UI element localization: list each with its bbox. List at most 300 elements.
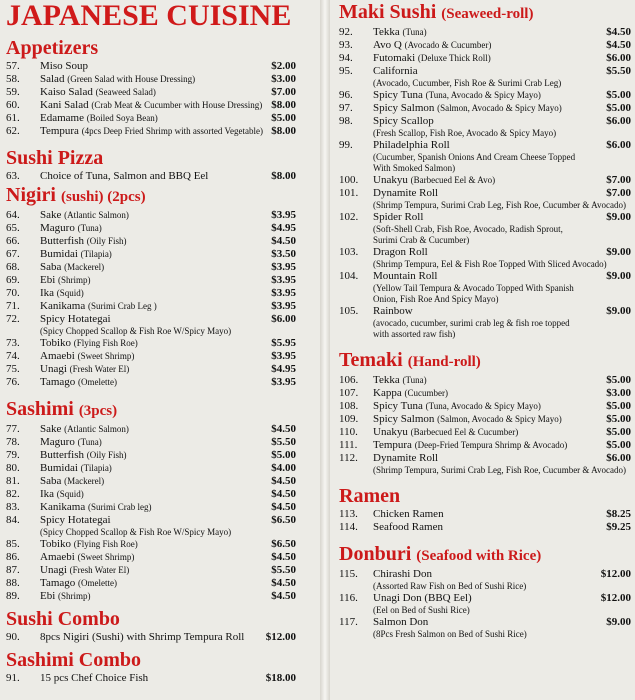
item-name: Salmon Don [373, 616, 429, 628]
item-price: $4.50 [271, 551, 296, 563]
item-main-line [373, 616, 591, 629]
item-number: 90. [6, 631, 20, 643]
item-name: Edamame [40, 112, 84, 124]
item-number: 58. [6, 73, 20, 85]
item-price: $9.00 [606, 211, 631, 223]
item-description: (Tuna) [77, 223, 102, 233]
item-main-line [40, 436, 258, 449]
item-description: (Surimi Crab Leg ) [87, 301, 157, 311]
item-main-line [373, 592, 591, 605]
item-description-line: (avocado, cucumber, surimi crab leg & fish roe topped [373, 318, 570, 328]
section-subtitle: (sushi) (2pcs) [61, 189, 146, 205]
item-price: $9.00 [606, 246, 631, 258]
item-price: $8.00 [271, 99, 296, 111]
item-name: Maguro [40, 222, 75, 234]
item-body [40, 313, 258, 337]
item-description: (Oily Fish) [86, 450, 127, 460]
item-main-line [40, 125, 263, 138]
item-main-line [373, 52, 591, 65]
item-number: 89. [6, 590, 20, 602]
item-number: 64. [6, 209, 20, 221]
item-name: 8pcs Nigiri (Sushi) with Shrimp Tempura Roll [40, 631, 245, 643]
item-main-line [373, 305, 591, 318]
item-body [373, 270, 591, 305]
item-description: (Deluxe Thick Roll) [417, 53, 491, 63]
item-name: Amaebi [40, 350, 75, 362]
item-description: (Fresh Water El) [69, 565, 130, 575]
item-description: (Omelette) [78, 377, 118, 387]
menu-item [339, 211, 631, 246]
item-description: (Shrimp) [58, 591, 91, 601]
item-main-line [373, 439, 591, 452]
item-price: $5.95 [271, 337, 296, 349]
menu-item [6, 222, 320, 235]
item-body [373, 39, 591, 52]
item-description: (Cucumber) [404, 388, 448, 398]
item-number: 73. [6, 337, 20, 349]
item-description: (Avocado & Cucumber) [404, 40, 492, 50]
menu-item [339, 568, 631, 592]
item-description-line: (Soft-Shell Crab, Fish Roe, Avocado, Radish Sprout, [373, 224, 563, 234]
item-name: Kappa [373, 387, 402, 399]
menu-item [6, 60, 320, 73]
item-number: 103. [339, 246, 359, 258]
item-description: (Fresh Water El) [69, 364, 130, 374]
menu-item [339, 521, 631, 534]
item-price: $3.95 [271, 261, 296, 273]
item-body [40, 538, 258, 551]
item-body [373, 115, 591, 139]
menu-item [6, 337, 320, 350]
menu-item [339, 439, 631, 452]
item-description-line: with assorted raw fish) [373, 329, 456, 339]
item-name: Maguro [40, 436, 75, 448]
item-body [40, 514, 258, 538]
item-description-line: With Smoked Salmon) [373, 163, 456, 173]
item-name: Unagi [40, 363, 67, 375]
item-name: Seafood Ramen [373, 521, 443, 533]
menu-item [6, 112, 320, 125]
menu-item [339, 115, 631, 139]
menu-item [6, 449, 320, 462]
item-price: $4.50 [606, 39, 631, 51]
page-title: JAPANESE CUISINE [6, 0, 292, 32]
item-description: (Tuna, Avocado & Spicy Mayo) [425, 401, 541, 411]
item-body [40, 222, 258, 235]
item-body [40, 488, 258, 501]
item-description: (Boiled Soya Bean) [86, 113, 158, 123]
item-main-line [40, 274, 258, 287]
menu-item [6, 590, 320, 603]
item-description-line: (Shrimp Tempura, Eel & Fish Roe Topped With Sliced Avocado) [373, 259, 607, 269]
item-body [40, 501, 258, 514]
section-subtitle: (Hand-roll) [407, 354, 481, 370]
item-description: (Green Salad with House Dressing) [67, 74, 196, 84]
menu-item [339, 65, 631, 89]
item-main-line [40, 449, 258, 462]
section-title [6, 183, 320, 209]
item-price: $12.00 [600, 592, 631, 604]
section-title [6, 607, 320, 631]
menu-item [339, 26, 631, 39]
item-description: (Flying Fish Roe) [73, 338, 138, 348]
menu-item [6, 376, 320, 389]
section-title [6, 36, 320, 60]
item-body [40, 631, 258, 644]
item-name: Chicken Ramen [373, 508, 444, 520]
item-price: $6.00 [271, 313, 296, 325]
section-title-text: Sashimi [6, 398, 74, 420]
item-price: $4.50 [606, 26, 631, 38]
item-body [40, 337, 258, 350]
item-number: 115. [339, 568, 358, 580]
item-number: 67. [6, 248, 20, 260]
item-body [373, 439, 591, 452]
item-main-line [40, 672, 258, 685]
menu-item [6, 423, 320, 436]
item-price: $5.50 [271, 564, 296, 576]
menu-item [6, 313, 320, 337]
item-main-line [373, 65, 591, 78]
item-price: $9.00 [606, 305, 631, 317]
menu-item [6, 475, 320, 488]
item-name: Tekka [373, 26, 400, 38]
menu-item [6, 99, 320, 112]
item-number: 87. [6, 564, 20, 576]
menu-item [6, 488, 320, 501]
item-description-line: (Cucumber, Spanish Onions And Cream Cheese Topped [373, 152, 576, 162]
item-number: 66. [6, 235, 20, 247]
item-price: $18.00 [265, 672, 296, 684]
item-name: Spider Roll [373, 211, 424, 223]
item-price: $3.50 [271, 248, 296, 260]
item-name: Bumidai [40, 248, 78, 260]
item-main-line [40, 590, 258, 603]
item-description-line: (Spicy Chopped Scallop & Fish Roe W/Spicy Mayo) [40, 326, 232, 336]
item-main-line [40, 248, 258, 261]
item-description: (Sweet Shrimp) [77, 552, 135, 562]
item-price: $5.00 [606, 374, 631, 386]
menu-item [6, 235, 320, 248]
item-name: Dynamite Roll [373, 452, 439, 464]
item-price: $5.00 [271, 449, 296, 461]
item-body [40, 376, 258, 389]
item-price: $4.50 [271, 501, 296, 513]
section-title-text: Temaki [339, 349, 403, 371]
section-title [6, 648, 320, 672]
item-name: Choice of Tuna, Salmon and BBQ Eel [40, 170, 209, 182]
menu-item [6, 551, 320, 564]
item-name: Tamago [40, 376, 76, 388]
section-title-text: Nigiri [6, 184, 56, 206]
item-price: $9.00 [606, 616, 631, 628]
section-ramen [339, 484, 631, 534]
item-name: Spicy Tuna [373, 89, 423, 101]
item-number: 68. [6, 261, 20, 273]
item-main-line [40, 423, 258, 436]
item-description: (Salmon, Avocado & Spicy Mayo) [437, 103, 562, 113]
item-body [40, 590, 258, 603]
item-description: (Tuna) [402, 375, 427, 385]
item-description: (Barbecued Eel & Avo) [410, 175, 496, 185]
item-main-line [373, 139, 591, 152]
item-price: $5.00 [606, 439, 631, 451]
menu-item [339, 52, 631, 65]
item-name: Butterfish [40, 235, 84, 247]
item-number: 106. [339, 374, 359, 386]
item-number: 79. [6, 449, 20, 461]
item-body [40, 261, 258, 274]
item-price: $5.00 [271, 112, 296, 124]
item-description: (Tilapia) [80, 249, 112, 259]
item-description: (Tilapia) [80, 463, 112, 473]
item-body [373, 174, 591, 187]
item-number: 104. [339, 270, 359, 282]
menu-item [339, 139, 631, 174]
item-main-line [373, 39, 591, 52]
item-body [373, 400, 591, 413]
section-title-text: Maki Sushi [339, 1, 437, 23]
item-description-line: (8Pcs Fresh Salmon on Bed of Sushi Rice) [373, 629, 527, 639]
item-number: 108. [339, 400, 359, 412]
item-price: $5.00 [606, 400, 631, 412]
section-title [6, 397, 320, 423]
menu-item [6, 287, 320, 300]
item-price: $3.95 [271, 300, 296, 312]
menu-item [339, 400, 631, 413]
item-main-line [40, 551, 258, 564]
item-body [373, 568, 591, 592]
item-number: 100. [339, 174, 359, 186]
item-main-line [40, 488, 258, 501]
section-donburi [339, 542, 631, 640]
item-number: 107. [339, 387, 359, 399]
item-body [373, 616, 591, 640]
item-body [373, 592, 591, 616]
menu-item [339, 89, 631, 102]
item-body [40, 235, 258, 248]
item-number: 86. [6, 551, 20, 563]
item-name: Sake [40, 209, 62, 221]
item-body [373, 26, 591, 39]
item-name: Tamago [40, 577, 76, 589]
item-main-line [40, 462, 258, 475]
item-name: Rainbow [373, 305, 413, 317]
item-main-line [40, 564, 258, 577]
item-main-line [373, 211, 591, 224]
item-number: 93. [339, 39, 353, 51]
item-main-line [373, 89, 591, 102]
item-number: 74. [6, 350, 20, 362]
item-name: Kanikama [40, 501, 86, 513]
item-main-line [40, 60, 258, 73]
menu-item [339, 426, 631, 439]
item-number: 110. [339, 426, 358, 438]
item-description: (Atlantic Salmon) [64, 210, 129, 220]
item-price: $4.50 [271, 577, 296, 589]
menu-item [339, 592, 631, 616]
item-main-line [373, 508, 591, 521]
item-description-line: (Shrimp Tempura, Surimi Crab Leg, Fish Roe, Cucumber & Avocado) [373, 465, 627, 475]
item-description-line: (Eel on Bed of Sushi Rice) [373, 605, 470, 615]
section-title-text: Appetizers [6, 37, 99, 59]
item-main-line [40, 631, 258, 644]
item-number: 114. [339, 521, 358, 533]
item-number: 75. [6, 363, 20, 375]
item-body [40, 300, 258, 313]
item-body [40, 209, 258, 222]
item-body [373, 413, 591, 426]
item-description: (Deep-Fried Tempura Shrimp & Avocado) [414, 440, 568, 450]
item-body [373, 52, 591, 65]
item-number: 88. [6, 577, 20, 589]
menu-item [6, 73, 320, 86]
menu-item [339, 374, 631, 387]
item-body [40, 475, 258, 488]
item-description: (Tuna, Avocado & Spicy Mayo) [425, 90, 541, 100]
item-number: 96. [339, 89, 353, 101]
menu-item [6, 514, 320, 538]
item-body [40, 436, 258, 449]
item-price: $3.00 [606, 387, 631, 399]
item-number: 113. [339, 508, 358, 520]
item-body [373, 374, 591, 387]
menu-item [6, 170, 320, 183]
item-name: Avo Q [373, 39, 402, 51]
item-description: (Omelette) [78, 578, 118, 588]
item-number: 59. [6, 86, 20, 98]
item-body [40, 672, 258, 685]
item-number: 95. [339, 65, 353, 77]
item-description: (Squid) [56, 288, 84, 298]
item-name: Unagi Don (BBQ Eel) [373, 592, 472, 604]
menu-item [339, 413, 631, 426]
menu-item [6, 209, 320, 222]
item-body [373, 508, 591, 521]
item-description: (Squid) [56, 489, 84, 499]
item-number: 117. [339, 616, 358, 628]
menu-item [339, 616, 631, 640]
item-description-line: Onion, Fish Roe And Spicy Mayo) [373, 294, 499, 304]
item-number: 83. [6, 501, 20, 513]
item-price: $4.00 [271, 462, 296, 474]
section-title [339, 484, 631, 508]
item-number: 65. [6, 222, 20, 234]
item-price: $4.50 [271, 488, 296, 500]
item-price: $6.00 [606, 115, 631, 127]
item-price: $6.00 [606, 139, 631, 151]
item-description: (Mackerel) [64, 262, 105, 272]
item-main-line [40, 313, 258, 326]
item-body [373, 89, 591, 102]
item-description-line: (Fresh Scallop, Fish Roe, Avocado & Spicy Mayo) [373, 128, 557, 138]
item-name: Amaebi [40, 551, 75, 563]
section-title-text: Donburi [339, 543, 412, 565]
item-name: Unakyu [373, 174, 408, 186]
item-name: 15 pcs Chef Choice Fish [40, 672, 149, 684]
item-main-line [40, 73, 258, 86]
item-name: Miso Soup [40, 60, 88, 72]
menu-item [6, 462, 320, 475]
item-description-line: (Avocado, Cucumber, Fish Roe & Surimi Crab Leg) [373, 78, 562, 88]
item-body [40, 564, 258, 577]
item-body [40, 551, 258, 564]
item-main-line [40, 209, 258, 222]
item-main-line [40, 501, 258, 514]
item-main-line [40, 475, 258, 488]
item-main-line [373, 102, 591, 115]
item-body [373, 426, 591, 439]
section-subtitle: (Seaweed-roll) [441, 6, 534, 22]
item-price: $9.25 [606, 521, 631, 533]
item-description-line: (Yellow Tail Tempura & Avocado Topped With Spanish [373, 283, 574, 293]
item-price: $3.95 [271, 274, 296, 286]
item-description: (Surimi Crab leg) [87, 502, 152, 512]
item-price: $7.00 [606, 187, 631, 199]
item-main-line [373, 521, 591, 534]
item-price: $6.50 [271, 514, 296, 526]
item-description: (Barbecued Eel & Cucumber) [410, 427, 519, 437]
item-price: $4.95 [271, 222, 296, 234]
item-number: 116. [339, 592, 358, 604]
section-nigiri [6, 183, 320, 389]
item-price: $3.95 [271, 350, 296, 362]
item-name: Mountain Roll [373, 270, 438, 282]
item-main-line [40, 86, 258, 99]
item-price: $4.50 [271, 423, 296, 435]
item-name: Spicy Salmon [373, 413, 435, 425]
item-name: Tobiko [40, 337, 72, 349]
item-number: 82. [6, 488, 20, 500]
menu-item [6, 274, 320, 287]
item-price: $12.00 [600, 568, 631, 580]
menu-item [6, 501, 320, 514]
item-number: 92. [339, 26, 353, 38]
section-sushi-pizza [6, 146, 320, 183]
item-main-line [40, 170, 258, 183]
item-number: 111. [339, 439, 358, 451]
item-name: Tobiko [40, 538, 72, 550]
item-description: (Tuna) [402, 27, 427, 37]
menu-item [6, 300, 320, 313]
item-main-line [40, 514, 258, 527]
item-price: $5.00 [606, 413, 631, 425]
item-price: $8.00 [271, 125, 296, 137]
menu-item [339, 270, 631, 305]
item-body [40, 170, 258, 183]
item-main-line [40, 350, 258, 363]
menu-item [339, 246, 631, 270]
item-number: 69. [6, 274, 20, 286]
item-main-line [373, 115, 591, 128]
section-title [339, 348, 631, 374]
menu-item [6, 363, 320, 376]
item-body [373, 521, 591, 534]
item-description-line: (Shrimp Tempura, Surimi Crab Leg, Fish Roe, Cucumber & Avocado) [373, 200, 627, 210]
menu-item [6, 577, 320, 590]
item-main-line [373, 452, 591, 465]
item-number: 76. [6, 376, 20, 388]
item-number: 72. [6, 313, 20, 325]
item-main-line [373, 568, 591, 581]
item-number: 78. [6, 436, 20, 448]
item-main-line [373, 400, 591, 413]
section-sashimi [6, 397, 320, 603]
item-name: Tempura [40, 125, 79, 137]
item-price: $8.00 [271, 170, 296, 182]
item-number: 61. [6, 112, 20, 124]
item-number: 85. [6, 538, 20, 550]
